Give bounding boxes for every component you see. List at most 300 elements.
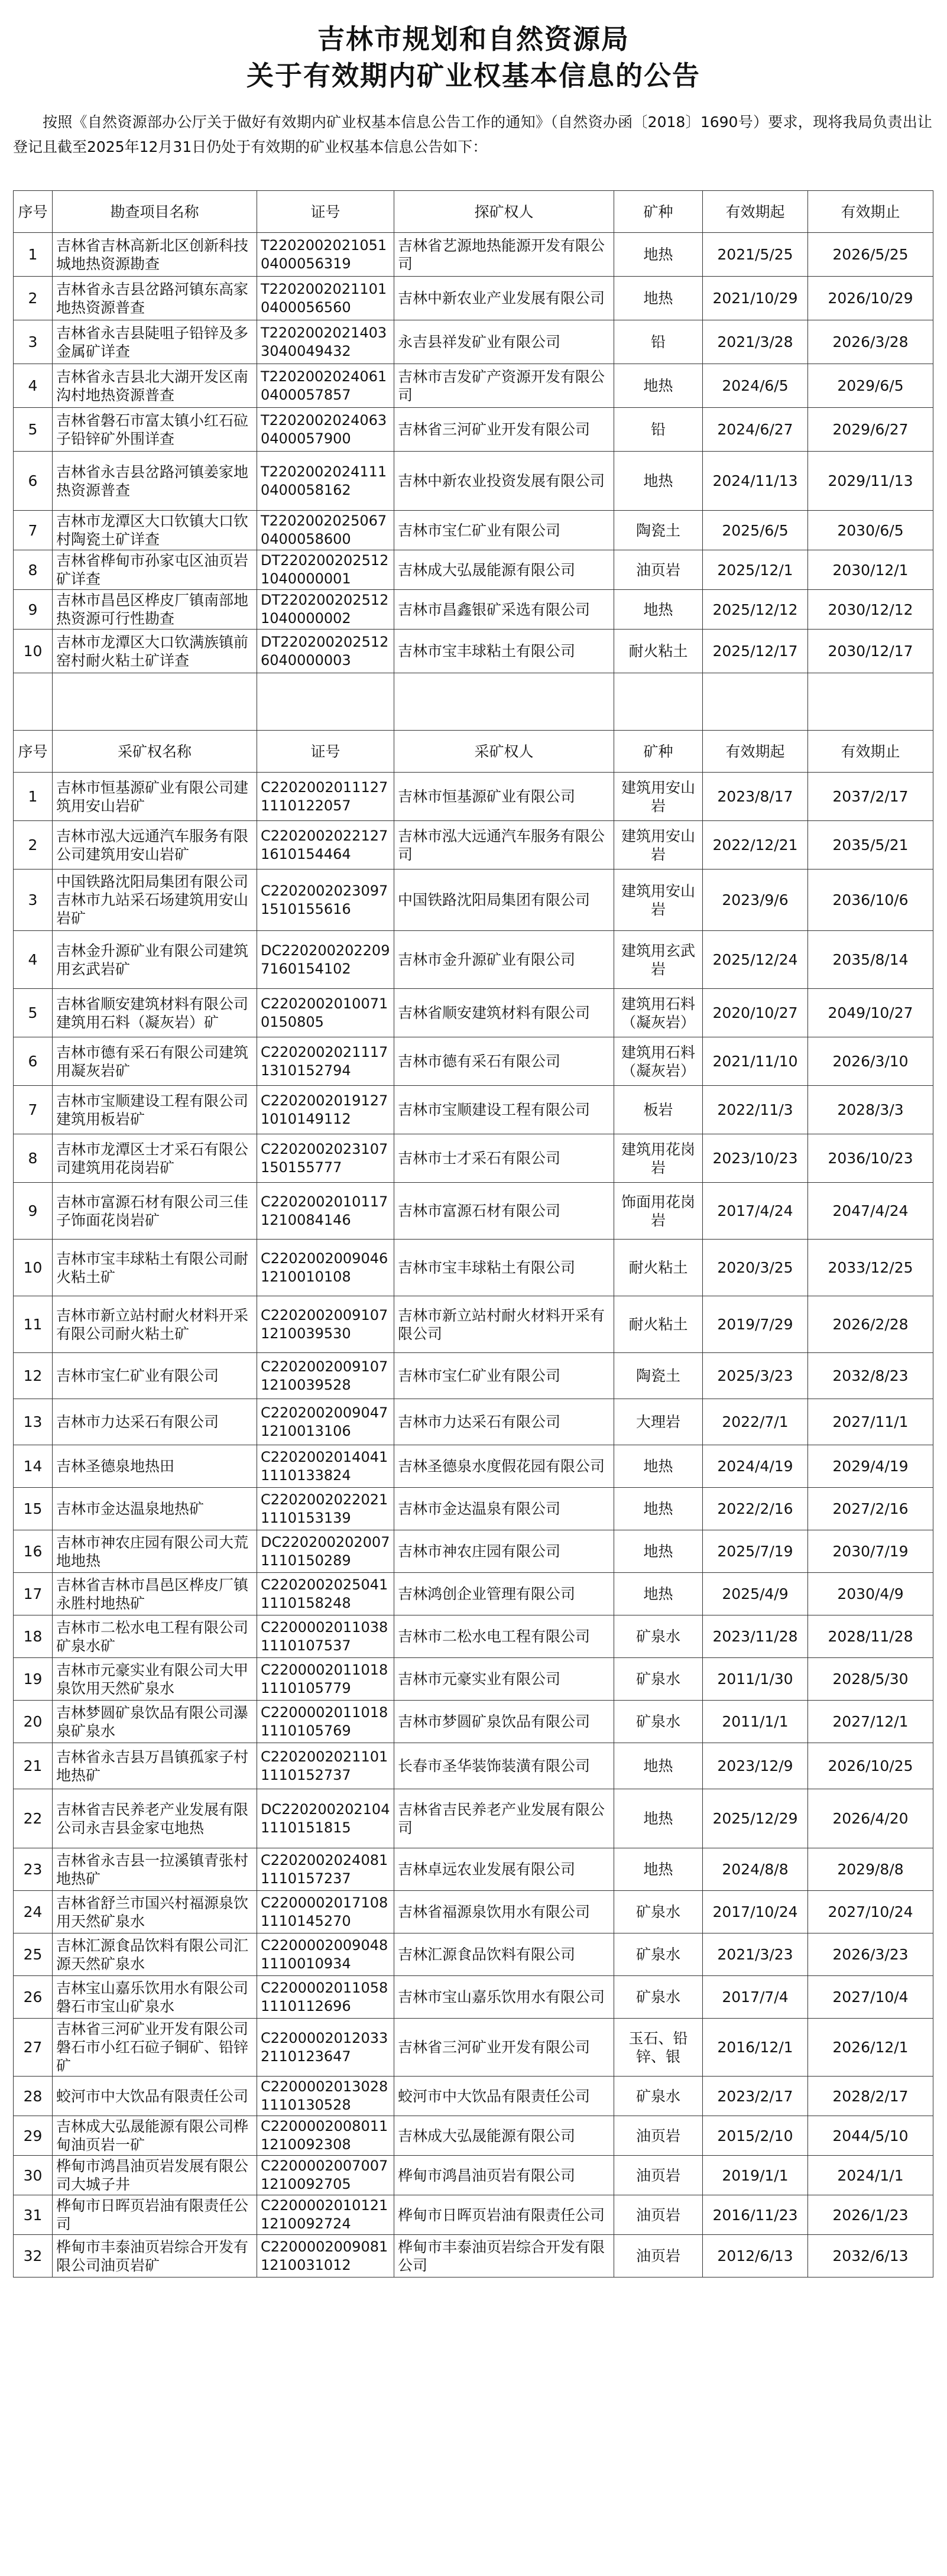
cell-end: 2044/5/10 [808,2116,933,2156]
cell-end: 2026/10/25 [808,1743,933,1789]
cell-holder: 吉林市泓大远通汽车服务有限公司 [394,821,614,870]
cell-end: 2035/8/14 [808,931,933,989]
cell-license: C22000020120332110123647 [257,2019,394,2077]
cell-start: 2025/12/12 [703,590,808,630]
cell-name: 吉林汇源食品饮料有限公司汇源天然矿泉水 [53,1933,257,1976]
mining-row [14,1891,933,1933]
cell-mineral: 油页岩 [614,2156,703,2195]
cell-end: 2024/1/1 [808,2156,933,2195]
mining-row [14,1701,933,1743]
column-header: 勘查项目名称 [53,191,257,233]
cell-mineral: 地热 [614,233,703,277]
cell-license: C22020020090461210010108 [257,1240,394,1296]
cell-license: C22020020101171210084146 [257,1183,394,1240]
column-header: 证号 [257,731,394,773]
cell-license: T22020020241110400058162 [257,452,394,511]
cell-no: 5 [14,989,53,1037]
cell-holder: 桦甸市鸿昌油页岩有限公司 [394,2156,614,2195]
cell-start: 2017/10/24 [703,1891,808,1933]
cell-name: 桦甸市鸿昌油页岩发展有限公司大城子井 [53,2156,257,2195]
cell-holder: 吉林市新立站村耐火材料开采有限公司 [394,1296,614,1353]
mining-row [14,1134,933,1183]
cell-start: 2024/11/13 [703,452,808,511]
cell-mineral: 耐火粘土 [614,1296,703,1353]
empty-cell [14,673,53,731]
mining-row [14,1615,933,1658]
cell-no: 1 [14,233,53,277]
cell-start: 2019/7/29 [703,1296,808,1353]
cell-mineral: 铅 [614,408,703,452]
cell-no: 29 [14,2116,53,2156]
cell-license: DT2202002025126040000003 [257,630,394,673]
cell-mineral: 地热 [614,1789,703,1848]
exploration-header-row [14,191,933,233]
cell-no: 12 [14,1353,53,1399]
cell-no: 17 [14,1573,53,1615]
cell-mineral: 耐火粘土 [614,630,703,673]
cell-name: 吉林市宝顺建设工程有限公司建筑用板岩矿 [53,1086,257,1134]
cell-license: C22020020211011110152737 [257,1743,394,1789]
cell-name: 桦甸市丰泰油页岩综合开发有限公司油页岩矿 [53,2235,257,2277]
mining-row [14,2235,933,2277]
empty-cell [53,673,257,731]
section-spacer-row [14,673,933,731]
cell-start: 2022/12/21 [703,821,808,870]
mining-row [14,2195,933,2235]
mining-row [14,1445,933,1488]
empty-cell [614,673,703,731]
cell-no: 7 [14,511,53,550]
cell-mineral: 大理岩 [614,1399,703,1445]
mining-row [14,1399,933,1445]
mining-row [14,1086,933,1134]
cell-license: C22000020110381110107537 [257,1615,394,1658]
cell-name: 吉林成大弘晟能源有限公司桦甸油页岩一矿 [53,2116,257,2156]
mining-row [14,1296,933,1353]
cell-no: 21 [14,1743,53,1789]
mining-row [14,1789,933,1848]
cell-name: 吉林市龙潭区士才采石有限公司建筑用花岗岩矿 [53,1134,257,1183]
cell-start: 2021/5/25 [703,233,808,277]
cell-license: C22020020240811110157237 [257,1848,394,1891]
cell-end: 2030/6/5 [808,511,933,550]
cell-mineral: 地热 [614,590,703,630]
cell-no: 3 [14,320,53,364]
cell-mineral: 建筑用安山岩 [614,870,703,931]
column-header: 证号 [257,191,394,233]
cell-end: 2028/11/28 [808,1615,933,1658]
cell-license: DT2202002025121040000002 [257,590,394,630]
cell-start: 2025/3/23 [703,1353,808,1399]
cell-end: 2029/11/13 [808,452,933,511]
cell-start: 2021/11/10 [703,1037,808,1086]
cell-mineral: 地热 [614,1848,703,1891]
cell-holder: 桦甸市日晖页岩油有限责任公司 [394,2195,614,2235]
cell-no: 11 [14,1296,53,1353]
cell-holder: 吉林市宝丰球粘土有限公司 [394,1240,614,1296]
cell-name: 吉林省永吉县岔路河镇东高家地热资源普查 [53,277,257,320]
cell-no: 2 [14,821,53,870]
cell-start: 2015/2/10 [703,2116,808,2156]
cell-end: 2026/3/10 [808,1037,933,1086]
cell-mineral: 建筑用石料（凝灰岩） [614,989,703,1037]
cell-name: 吉林省吉林高新北区创新科技城地热资源勘查 [53,233,257,277]
cell-end: 2036/10/23 [808,1134,933,1183]
cell-mineral: 油页岩 [614,2116,703,2156]
mining-row [14,2019,933,2077]
exploration-row [14,550,933,590]
cell-holder: 长春市圣华装饰装潢有限公司 [394,1743,614,1789]
cell-no: 3 [14,870,53,931]
cell-mineral: 矿泉水 [614,1891,703,1933]
cell-license: C22000020090811210031012 [257,2235,394,2277]
cell-holder: 吉林市力达采石有限公司 [394,1399,614,1445]
cell-mineral: 地热 [614,364,703,408]
cell-end: 2027/10/24 [808,1891,933,1933]
cell-license: C22020020091071210039528 [257,1353,394,1399]
cell-name: 吉林省吉林市昌邑区桦皮厂镇永胜村地热矿 [53,1573,257,1615]
cell-name: 桦甸市日晖页岩油有限责任公司 [53,2195,257,2235]
cell-mineral: 矿泉水 [614,2077,703,2116]
mining-row [14,931,933,989]
cell-license: C22020020091071210039530 [257,1296,394,1353]
cell-mineral: 玉石、铅锌、银 [614,2019,703,2077]
cell-name: 吉林市龙潭区大口钦镇大口钦村陶瓷土矿详查 [53,511,257,550]
cell-name: 吉林省永吉县一拉溪镇青张村地热矿 [53,1848,257,1891]
cell-start: 2020/3/25 [703,1240,808,1296]
cell-end: 2027/2/16 [808,1488,933,1530]
cell-end: 2027/10/4 [808,1976,933,2019]
intro-paragraph: 按照《自然资源部办公厅关于做好有效期内矿业权基本信息公告工作的通知》（自然资办函〔2018〕1690号）要求，现将我局负责出让登记且截至2025年12月31日仍处于有效期的矿业权基本信息公告如下： [13,113,932,155]
cell-no: 18 [14,1615,53,1658]
cell-no: 32 [14,2235,53,2277]
mining-row [14,2116,933,2156]
cell-no: 27 [14,2019,53,2077]
cell-holder: 吉林省福源泉饮用水有限公司 [394,1891,614,1933]
cell-start: 2025/4/9 [703,1573,808,1615]
cell-no: 4 [14,364,53,408]
cell-holder: 蛟河市中大饮品有限责任公司 [394,2077,614,2116]
column-header: 矿种 [614,731,703,773]
cell-end: 2026/5/25 [808,233,933,277]
cell-license: C22000020090481110010934 [257,1933,394,1976]
cell-holder: 吉林市昌鑫银矿采选有限公司 [394,590,614,630]
cell-end: 2026/3/23 [808,1933,933,1976]
cell-end: 2032/8/23 [808,1353,933,1399]
cell-name: 吉林省永吉县北大湖开发区南沟村地热资源普查 [53,364,257,408]
cell-no: 7 [14,1086,53,1134]
cell-start: 2024/8/8 [703,1848,808,1891]
cell-end: 2030/12/17 [808,630,933,673]
cell-name: 吉林宝山嘉乐饮用水有限公司磐石市宝山矿泉水 [53,1976,257,2019]
cell-holder: 吉林汇源食品饮料有限公司 [394,1933,614,1976]
page-title-line-2: 关于有效期内矿业权基本信息的公告 [247,60,700,92]
mining-row [14,989,933,1037]
mining-row [14,870,933,931]
cell-no: 20 [14,1701,53,1743]
cell-start: 2021/3/23 [703,1933,808,1976]
cell-holder: 吉林成大弘晟能源有限公司 [394,2116,614,2156]
cell-mineral: 地热 [614,1488,703,1530]
cell-end: 2029/8/8 [808,1848,933,1891]
exploration-row [14,320,933,364]
cell-name: 吉林市金达温泉地热矿 [53,1488,257,1530]
cell-name: 吉林省舒兰市国兴村福源泉饮用天然矿泉水 [53,1891,257,1933]
cell-no: 25 [14,1933,53,1976]
cell-start: 2023/8/17 [703,773,808,821]
cell-holder: 吉林市富源石材有限公司 [394,1183,614,1240]
cell-start: 2022/2/16 [703,1488,808,1530]
cell-end: 2028/2/17 [808,2077,933,2116]
cell-no: 31 [14,2195,53,2235]
cell-name: 吉林市宝丰球粘土有限公司耐火粘土矿 [53,1240,257,1296]
column-header: 矿种 [614,191,703,233]
cell-start: 2022/7/1 [703,1399,808,1445]
cell-end: 2036/10/6 [808,870,933,931]
cell-end: 2033/12/25 [808,1240,933,1296]
cell-name: 吉林市泓大远通汽车服务有限公司建筑用安山岩矿 [53,821,257,870]
cell-no: 8 [14,550,53,590]
cell-holder: 吉林市金达温泉有限公司 [394,1488,614,1530]
cell-no: 22 [14,1789,53,1848]
empty-cell [703,673,808,731]
cell-name: 吉林市二松水电工程有限公司矿泉水矿 [53,1615,257,1658]
cell-start: 2023/10/23 [703,1134,808,1183]
cell-holder: 吉林市宝仁矿业有限公司 [394,1353,614,1399]
cell-holder: 吉林市恒基源矿业有限公司 [394,773,614,821]
cell-start: 2019/1/1 [703,2156,808,2195]
cell-no: 5 [14,408,53,452]
cell-license: C22020020111271110122057 [257,773,394,821]
cell-mineral: 油页岩 [614,2235,703,2277]
cell-holder: 吉林卓远农业发展有限公司 [394,1848,614,1891]
cell-start: 2025/12/1 [703,550,808,590]
cell-start: 2020/10/27 [703,989,808,1037]
cell-license: C22000020080111210092308 [257,2116,394,2156]
cell-name: 吉林市宝仁矿业有限公司 [53,1353,257,1399]
page-title-line-1: 吉林市规划和自然资源局 [317,23,630,55]
cell-name: 吉林市神农庄园有限公司大荒地地热 [53,1530,257,1573]
cell-mineral: 矿泉水 [614,1701,703,1743]
cell-license: C22000020101211210092724 [257,2195,394,2235]
cell-holder: 吉林市金升源矿业有限公司 [394,931,614,989]
cell-mineral: 矿泉水 [614,1976,703,2019]
cell-no: 8 [14,1134,53,1183]
cell-holder: 吉林中新农业投资发展有限公司 [394,452,614,511]
cell-end: 2027/12/1 [808,1701,933,1743]
cell-holder: 吉林市神农庄园有限公司 [394,1530,614,1573]
cell-mineral: 陶瓷土 [614,511,703,550]
cell-holder: 吉林市吉发矿产资源开发有限公司 [394,364,614,408]
cell-license: C22000020110581110112696 [257,1976,394,2019]
cell-start: 2023/2/17 [703,2077,808,2116]
cell-start: 2024/6/5 [703,364,808,408]
mining-row [14,2077,933,2116]
cell-license: C22020020140411110133824 [257,1445,394,1488]
cell-holder: 中国铁路沈阳局集团有限公司 [394,870,614,931]
column-header: 有效期止 [808,191,933,233]
cell-license: C22020020191271010149112 [257,1086,394,1134]
cell-name: 吉林梦圆矿泉饮品有限公司瀑泉矿泉水 [53,1701,257,1743]
cell-no: 15 [14,1488,53,1530]
cell-holder: 吉林省三河矿业开发有限公司 [394,408,614,452]
cell-holder: 吉林省艺源地热能源开发有限公司 [394,233,614,277]
cell-name: 吉林省永吉县陡咀子铅锌及多金属矿详查 [53,320,257,364]
cell-holder: 吉林市士才采石有限公司 [394,1134,614,1183]
cell-name: 蛟河市中大饮品有限责任公司 [53,2077,257,2116]
cell-end: 2032/6/13 [808,2235,933,2277]
cell-name: 中国铁路沈阳局集团有限公司吉林市九站采石场建筑用安山岩矿 [53,870,257,931]
cell-no: 6 [14,452,53,511]
cell-name: 吉林金升源矿业有限公司建筑用玄武岩矿 [53,931,257,989]
cell-start: 2022/11/3 [703,1086,808,1134]
cell-holder: 永吉县祥发矿业有限公司 [394,320,614,364]
cell-license: DC2202002020071110150289 [257,1530,394,1573]
mining-row [14,1743,933,1789]
cell-name: 吉林省磐石市富太镇小红石砬子铅锌矿外围详查 [53,408,257,452]
cell-no: 28 [14,2077,53,2116]
mining-row [14,1976,933,2019]
cell-start: 2025/12/17 [703,630,808,673]
mining-row [14,1488,933,1530]
cell-license: T22020020210510400056319 [257,233,394,277]
cell-name: 吉林圣德泉地热田 [53,1445,257,1488]
exploration-row [14,364,933,408]
cell-name: 吉林市恒基源矿业有限公司建筑用安山岩矿 [53,773,257,821]
cell-mineral: 建筑用玄武岩 [614,931,703,989]
exploration-row [14,408,933,452]
cell-name: 吉林省吉民养老产业发展有限公司永吉县金家屯地热 [53,1789,257,1848]
cell-holder: 吉林市宝丰球粘土有限公司 [394,630,614,673]
cell-holder: 吉林市元豪实业有限公司 [394,1658,614,1701]
cell-mineral: 矿泉水 [614,1615,703,1658]
empty-cell [257,673,394,731]
mining-row [14,1353,933,1399]
exploration-row [14,590,933,630]
cell-end: 2026/2/28 [808,1296,933,1353]
cell-mineral: 建筑用安山岩 [614,821,703,870]
cell-no: 9 [14,590,53,630]
cell-holder: 桦甸市丰泰油页岩综合开发有限公司 [394,2235,614,2277]
cell-start: 2025/12/29 [703,1789,808,1848]
mining-row [14,1933,933,1976]
exploration-row [14,277,933,320]
column-header: 有效期起 [703,731,808,773]
cell-no: 13 [14,1399,53,1445]
column-header: 序号 [14,191,53,233]
cell-end: 2027/11/1 [808,1399,933,1445]
cell-mineral: 铅 [614,320,703,364]
cell-holder: 吉林市宝顺建设工程有限公司 [394,1086,614,1134]
cell-start: 2025/7/19 [703,1530,808,1573]
cell-holder: 吉林中新农业产业发展有限公司 [394,277,614,320]
cell-license: C22000020110181110105769 [257,1701,394,1743]
cell-license: C22020020100710150805 [257,989,394,1037]
cell-mineral: 地热 [614,1445,703,1488]
cell-start: 2016/11/23 [703,2195,808,2235]
cell-start: 2012/6/13 [703,2235,808,2277]
cell-name: 吉林市昌邑区桦皮厂镇南部地热资源可行性勘查 [53,590,257,630]
mining-row [14,1573,933,1615]
cell-no: 14 [14,1445,53,1488]
mining-row [14,1530,933,1573]
exploration-row [14,511,933,550]
cell-license: T22020020211010400056560 [257,277,394,320]
mining-row [14,1848,933,1891]
cell-license: DC2202002022097160154102 [257,931,394,989]
cell-no: 16 [14,1530,53,1573]
empty-cell [394,673,614,731]
column-header: 有效期起 [703,191,808,233]
cell-end: 2047/4/24 [808,1183,933,1240]
cell-license: C22020020090471210013106 [257,1399,394,1445]
cell-license: C22020020221271610154464 [257,821,394,870]
cell-start: 2011/1/1 [703,1701,808,1743]
cell-no: 10 [14,1240,53,1296]
cell-mineral: 油页岩 [614,2195,703,2235]
mining-row [14,1037,933,1086]
cell-start: 2017/7/4 [703,1976,808,2019]
mining-row [14,2156,933,2195]
cell-start: 2023/12/9 [703,1743,808,1789]
cell-license: C2202002023107150155777 [257,1134,394,1183]
cell-license: C22020020211171310152794 [257,1037,394,1086]
cell-mineral: 地热 [614,1743,703,1789]
cell-end: 2030/7/19 [808,1530,933,1573]
cell-start: 2016/12/1 [703,2019,808,2077]
cell-license: C22020020250411110158248 [257,1573,394,1615]
cell-start: 2025/6/5 [703,511,808,550]
cell-license: C22000020070071210092705 [257,2156,394,2195]
mining-header-row [14,731,933,773]
cell-name: 吉林省三河矿业开发有限公司磐石市小红石砬子铜矿、铅锌矿 [53,2019,257,2077]
cell-name: 吉林市新立站村耐火材料开采有限公司耐火粘土矿 [53,1296,257,1353]
column-header: 采矿权名称 [53,731,257,773]
cell-mineral: 板岩 [614,1086,703,1134]
cell-no: 9 [14,1183,53,1240]
cell-end: 2028/5/30 [808,1658,933,1701]
cell-name: 吉林市富源石材有限公司三佳子饰面花岗岩矿 [53,1183,257,1240]
cell-start: 2017/4/24 [703,1183,808,1240]
cell-end: 2037/2/17 [808,773,933,821]
cell-license: C22000020110181110105779 [257,1658,394,1701]
cell-mineral: 地热 [614,1573,703,1615]
mining-row [14,1183,933,1240]
cell-holder: 吉林省吉民养老产业发展有限公司 [394,1789,614,1848]
cell-end: 2029/6/27 [808,408,933,452]
cell-mineral: 耐火粘土 [614,1240,703,1296]
cell-name: 吉林市力达采石有限公司 [53,1399,257,1445]
cell-no: 2 [14,277,53,320]
cell-end: 2029/4/19 [808,1445,933,1488]
cell-license: C22020020230971510155616 [257,870,394,931]
cell-license: T22020020240610400057857 [257,364,394,408]
cell-no: 30 [14,2156,53,2195]
cell-license: T22020020214033040049432 [257,320,394,364]
cell-license: C22020020220211110153139 [257,1488,394,1530]
cell-start: 2021/10/29 [703,277,808,320]
cell-end: 2030/12/12 [808,590,933,630]
exploration-row [14,233,933,277]
cell-end: 2030/12/1 [808,550,933,590]
cell-no: 23 [14,1848,53,1891]
cell-name: 吉林省永吉县岔路河镇姜家地热资源普查 [53,452,257,511]
cell-mineral: 地热 [614,277,703,320]
cell-holder: 吉林市梦圆矿泉饮品有限公司 [394,1701,614,1743]
cell-end: 2029/6/5 [808,364,933,408]
cell-no: 26 [14,1976,53,2019]
cell-name: 吉林省顺安建筑材料有限公司建筑用石料（凝灰岩）矿 [53,989,257,1037]
